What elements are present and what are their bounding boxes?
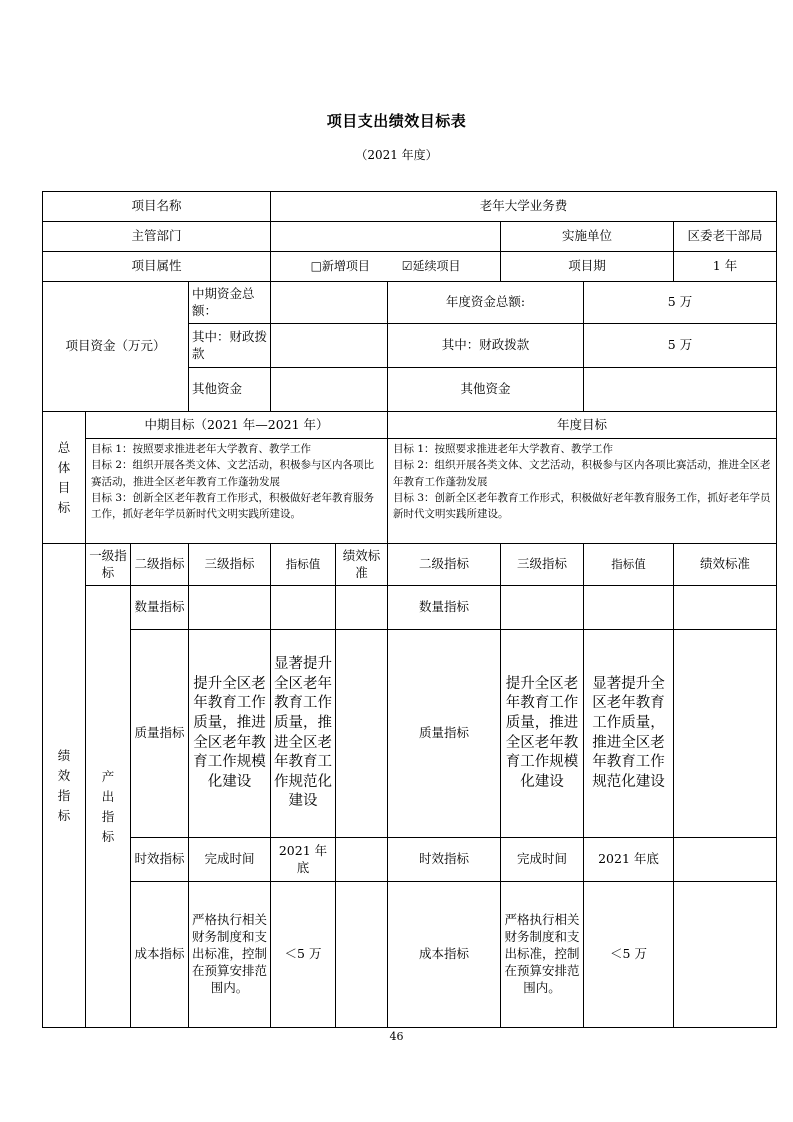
row-project-name [43, 192, 777, 222]
row-timeliness [43, 838, 777, 882]
level2-header: 二级指标 [131, 544, 189, 586]
quality-standard-right [674, 630, 777, 838]
level2-header-right: 二级指标 [388, 544, 501, 586]
dept-value [271, 222, 501, 252]
cost-value: ＜5 万 [271, 882, 336, 1028]
quantity-l3 [189, 586, 271, 630]
annual-other-value [584, 368, 777, 412]
mid-goal-text [86, 439, 388, 544]
attr-label: 项目属性 [43, 252, 271, 282]
impl-unit-label: 实施单位 [501, 222, 674, 252]
annual-goal-text [388, 439, 777, 544]
time-l3: 完成时间 [189, 838, 271, 882]
annual-total-label: 年度资金总额: [388, 282, 584, 324]
cost-l3: 严格执行相关财务制度和支出标准，控制在预算安排范围内。 [189, 882, 271, 1028]
row-perf-header [43, 544, 777, 586]
standard-header-right: 绩效标准 [674, 544, 777, 586]
project-name-value: 老年大学业务费 [271, 192, 777, 222]
mid-fiscal-label: 其中：财政拨款 [189, 324, 271, 368]
page-title: 项目支出绩效目标表 [326, 112, 467, 130]
mid-goal-1: 目标 1：按照要求推进老年大学教育、教学工作 [91, 443, 312, 455]
output-label: 产出指标 [86, 586, 131, 1028]
mid-fiscal-value [271, 324, 388, 368]
annual-goal-2: 目标 2：组织开展各类文体、文艺活动，积极参与区内各项比赛活动，推进全区老年教育工作蓬勃发展 [393, 459, 771, 488]
mid-goal-2: 目标 2：组织开展各类文体、文艺活动，积极参与区内各项比赛活动，推进全区老年教育工作蓬勃发展 [91, 459, 375, 488]
quality-standard [336, 630, 388, 838]
page-subtitle: （2021 年度） [355, 148, 438, 162]
time-label-right: 时效指标 [388, 838, 501, 882]
level1-header: 一级指标 [86, 544, 131, 586]
time-l3-right: 完成时间 [501, 838, 584, 882]
mid-total-label: 中期资金总额： [189, 282, 271, 324]
goals-label: 总体目标 [43, 412, 86, 544]
quantity-l3-right [501, 586, 584, 630]
checkbox-new-project: □新增项目 [310, 259, 370, 274]
value-header: 指标值 [271, 544, 336, 586]
time-label: 时效指标 [131, 838, 189, 882]
time-standard [336, 838, 388, 882]
annual-total-value: 5 万 [584, 282, 777, 324]
row-goals-text [43, 439, 777, 544]
impl-unit-value: 区委老干部局 [674, 222, 777, 252]
time-value: 2021 年底 [271, 838, 336, 882]
annual-goal-1: 目标 1：按照要求推进老年大学教育、教学工作 [393, 443, 614, 455]
level3-header: 三级指标 [189, 544, 271, 586]
mid-goal-3: 目标 3：创新全区老年教育工作形式，积极做好老年教育服务工作，抓好老年学员新时代文明实践所建设。 [91, 491, 375, 521]
period-label: 项目期 [501, 252, 674, 282]
annual-other-label: 其他资金 [388, 368, 584, 412]
quality-label-right: 质量指标 [388, 630, 501, 838]
mid-goal-header: 中期目标（2021 年—2021 年） [86, 412, 388, 439]
cost-l3-right: 严格执行相关财务制度和支出标准，控制在预算安排范围内。 [501, 882, 584, 1028]
row-funds-total [43, 282, 777, 324]
quality-label: 质量指标 [131, 630, 189, 838]
quantity-label: 数量指标 [131, 586, 189, 630]
dept-label: 主管部门 [43, 222, 271, 252]
quantity-label-right: 数量指标 [388, 586, 501, 630]
cost-standard-right [674, 882, 777, 1028]
row-attribute [43, 252, 777, 282]
value-header-right: 指标值 [584, 544, 674, 586]
quality-value: 显著提升全区老年教育工作质量，推进全区老年教育工作规范化建设 [271, 630, 336, 838]
row-goals-header [43, 412, 777, 439]
standard-header: 绩效标准 [336, 544, 388, 586]
quantity-value [271, 586, 336, 630]
cost-label-right: 成本指标 [388, 882, 501, 1028]
period-value: 1 年 [674, 252, 777, 282]
cost-label: 成本指标 [131, 882, 189, 1028]
mid-other-label: 其他资金 [189, 368, 271, 412]
performance-target-table [42, 191, 777, 1028]
annual-goal-header: 年度目标 [388, 412, 777, 439]
quality-value-right: 显著提升全区老年教育工作质量，推进全区老年教育工作规范化建设 [584, 630, 674, 838]
row-department [43, 222, 777, 252]
time-value-right: 2021 年底 [584, 838, 674, 882]
time-standard-right [674, 838, 777, 882]
perf-label: 绩效指标 [43, 544, 86, 1028]
row-quantity [43, 586, 777, 630]
level3-header-right: 三级指标 [501, 544, 584, 586]
page-number: 46 [389, 1030, 404, 1043]
quality-l3-right: 提升全区老年教育工作质量，推进全区老年教育工作规模化建设 [501, 630, 584, 838]
row-cost [43, 882, 777, 1028]
cost-value-right: ＜5 万 [584, 882, 674, 1028]
checkbox-continued-project: ☑延续项目 [401, 259, 461, 274]
funds-label: 项目资金（万元） [43, 282, 189, 412]
row-quality [43, 630, 777, 838]
mid-total-value [271, 282, 388, 324]
quantity-value-right [584, 586, 674, 630]
mid-other-value [271, 368, 388, 412]
quantity-standard [336, 586, 388, 630]
annual-goal-3: 目标 3：创新全区老年教育工作形式，积极做好老年教育服务工作，抓好老年学员新时代文明实践所建设。 [393, 491, 771, 521]
annual-fiscal-value: 5 万 [584, 324, 777, 368]
quality-l3: 提升全区老年教育工作质量，推进全区老年教育工作规模化建设 [189, 630, 271, 838]
quantity-standard-right [674, 586, 777, 630]
attr-options [271, 252, 501, 282]
project-name-label: 项目名称 [43, 192, 271, 222]
annual-fiscal-label: 其中：财政拨款 [388, 324, 584, 368]
cost-standard [336, 882, 388, 1028]
